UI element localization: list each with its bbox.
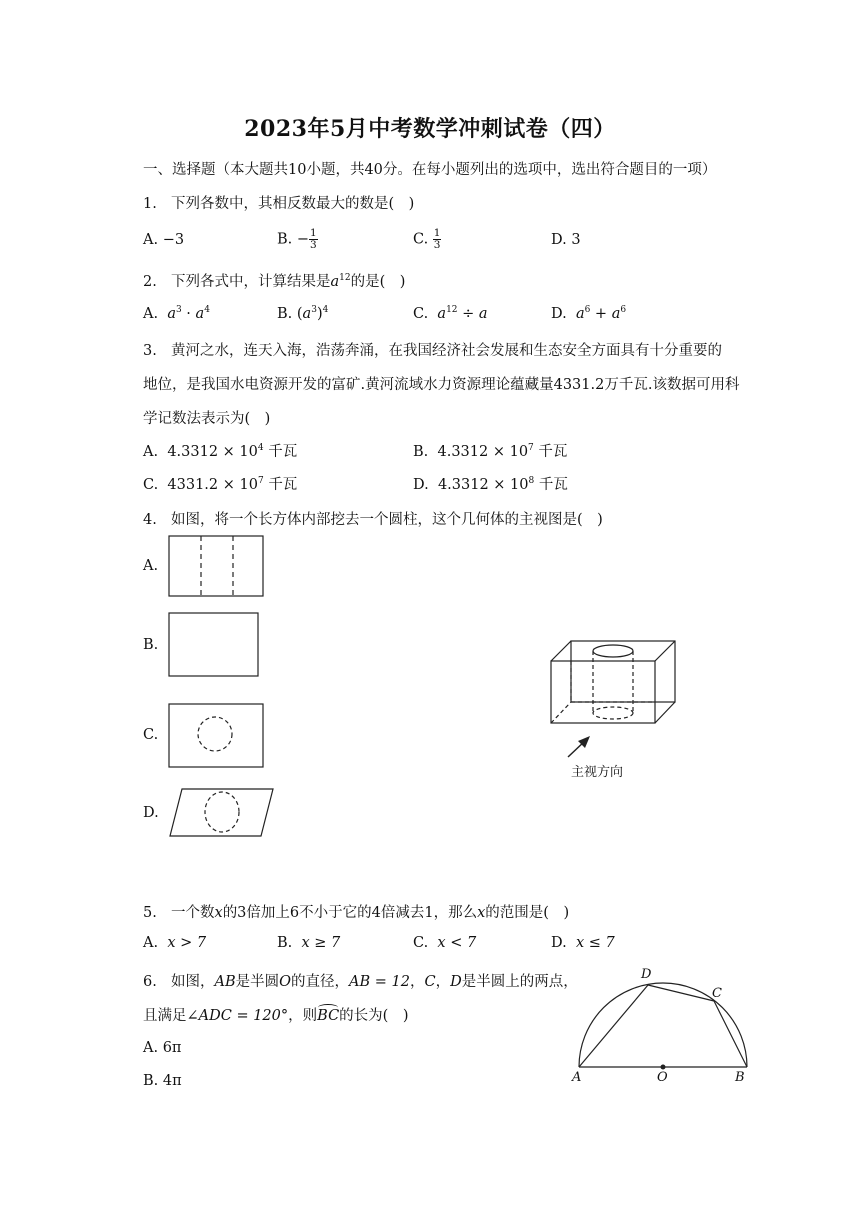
question-5-stem: 5. 一个数x的3倍加上6不小于它的4倍减去1，那么x的范围是( ) [143,905,570,921]
q4-option-d-figure [170,789,273,836]
q1-option-a: A. −3 [143,232,185,248]
point-d-label: D [641,967,652,982]
q2-option-a: A. $a^3 \cdot a^4$ [143,305,210,322]
question-1-stem: 1. 下列各数中，其相反数最大的数是( ) [143,196,415,212]
point-c-label: C [712,986,722,1001]
q5-option-b: B. x ≥ 7 [277,935,341,951]
q5-option-d: D. x ≤ 7 [551,935,615,951]
q6-option-a: A. 6π [143,1040,182,1056]
q4-solid-figure [551,641,675,723]
point-o-label: O [657,1070,668,1085]
question-2-stem: 2. 下列各式中，计算结果是$a^{12}$的是( ) [143,273,406,290]
q4-option-d-label: D. [143,805,159,821]
q1-option-c: C. $\frac{1}{3}$ [413,227,441,251]
question-6-line1: 6. 如图，AB是半圆O的直径，AB = 12，C，D是半圆上的两点， [143,974,578,990]
center-point-o [661,1065,666,1070]
point-b-label: B [735,1070,745,1085]
page-title: 2023年5月中考数学冲刺试卷（四） [244,116,616,142]
q6-option-b: B. 4π [143,1073,182,1089]
q1-option-d: D. 3 [551,232,581,248]
q5-option-a: A. x > 7 [143,935,207,951]
q5-option-c: C. x < 7 [413,935,477,951]
q4-option-c-label: C. [143,727,159,743]
question-3-line1: 3. 黄河之水，连天入海，浩荡奔涌，在我国经济社会发展和生态安全方面具有十分重要的 [143,343,722,359]
q1-option-b: B. − $\frac{1}{3}$ [277,227,317,251]
q2-option-c: C. $a^{12} \div a$ [413,305,488,322]
q3-option-c: C. $4331.2 \times 10^7$ 千瓦 [143,476,298,493]
question-6-line2: 且满足∠ADC = 120°，则 BC的长为( ) [143,1004,409,1025]
q4-option-c-figure [169,704,263,767]
q2-option-d: D. $a^6 + a^6$ [551,305,627,322]
q3-option-a: A. $4.3312 \times 10^4$ 千瓦 [143,443,298,460]
view-direction-arrow [568,736,590,757]
q3-option-d: D. $4.3312 \times 10^8$ 千瓦 [413,476,568,493]
question-4-stem: 4. 如图，将一个长方体内部挖去一个圆柱，这个几何体的主视图是( ) [143,512,603,528]
q4-option-a-label: A. [143,558,159,574]
q4-option-b-figure [169,613,258,676]
question-3-line2: 地位，是我国水电资源开发的富矿.黄河流域水力资源理论蕴藏量4331.2万千瓦.该数据可用科 [143,377,740,393]
question-3-line3: 学记数法表示为( ) [143,411,271,427]
q2-option-b: B. $(a^3)^4$ [277,305,329,322]
q4-option-a-figure [169,536,263,596]
q3-option-b: B. $4.3312 \times 10^7$ 千瓦 [413,443,568,460]
q4-option-b-label: B. [143,637,159,653]
section-heading: 一、选择题（本大题共10小题，共40分。在每小题列出的选项中，选出符合题目的一项） [143,162,717,178]
view-direction-caption: 主视方向 [571,765,624,780]
point-a-label: A [572,1070,582,1085]
